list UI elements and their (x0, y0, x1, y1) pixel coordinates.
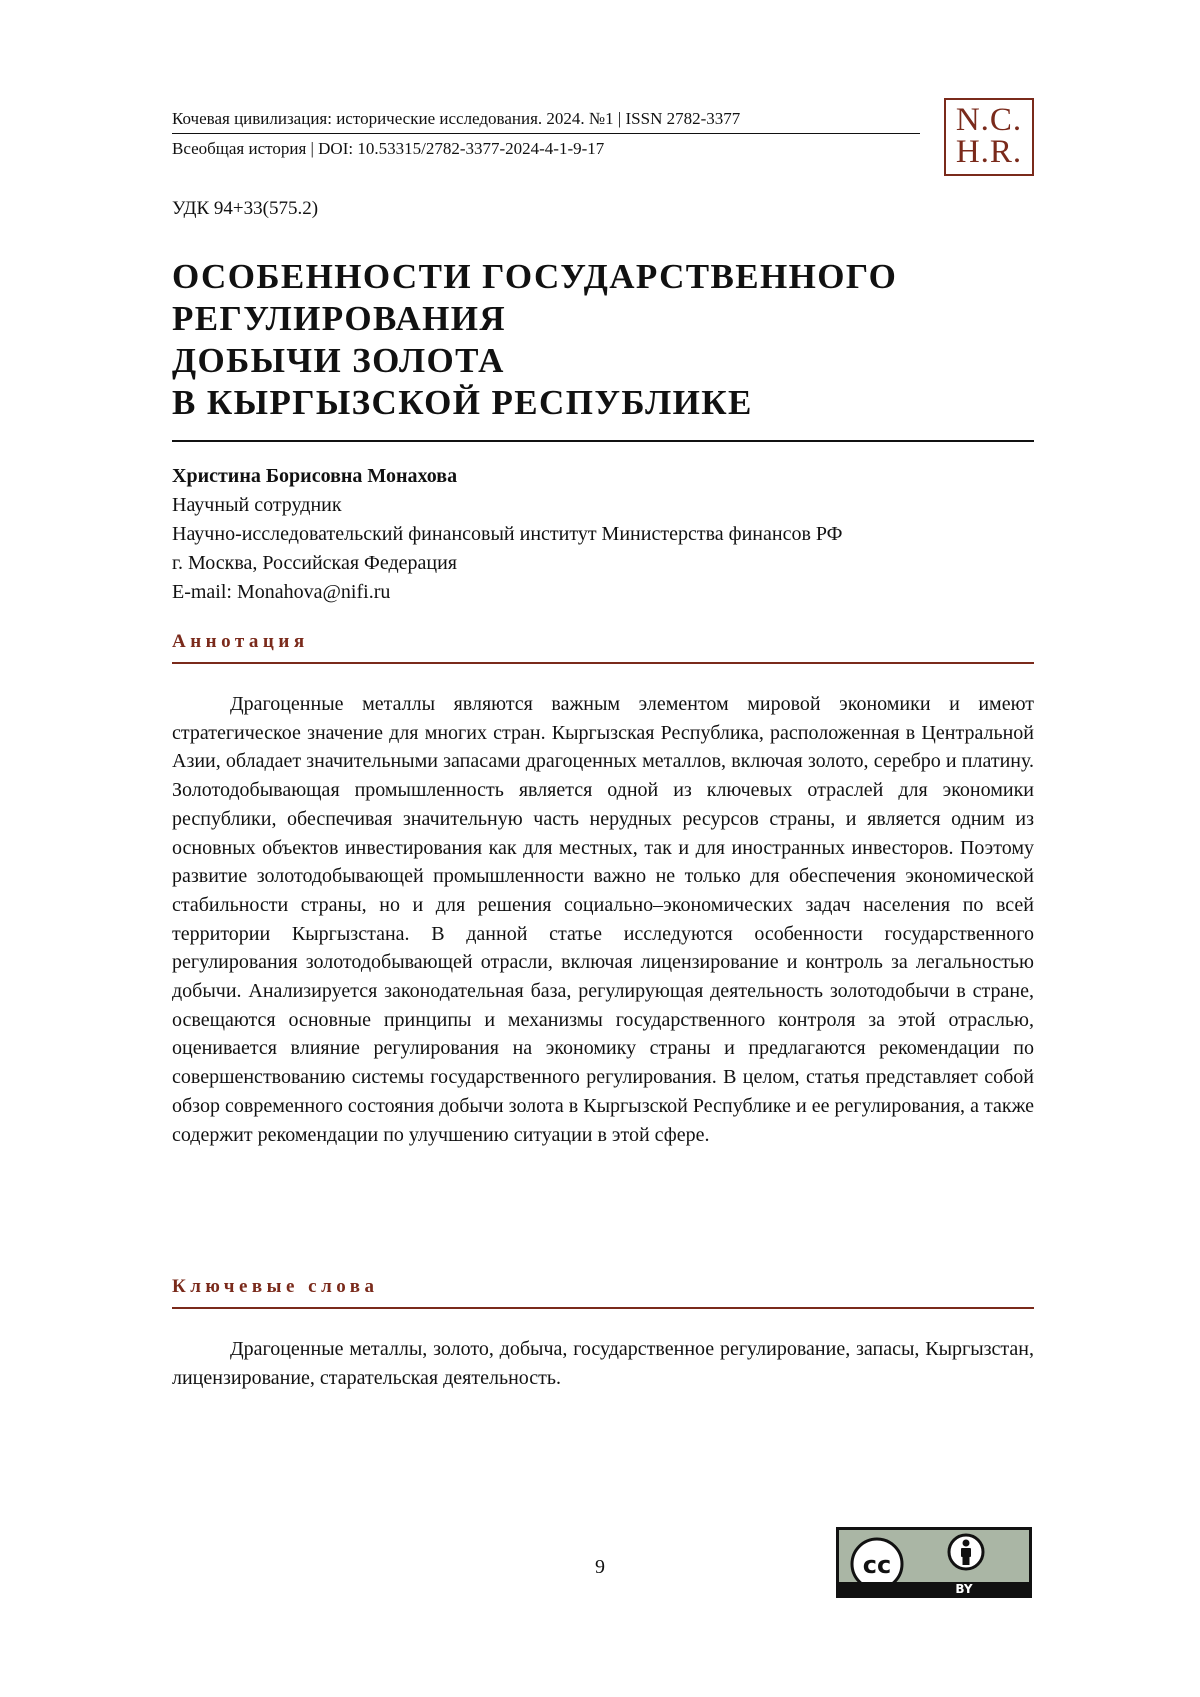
title-line-3: ДОБЫЧИ ЗОЛОТА (172, 341, 505, 380)
attribution-person-icon (949, 1535, 983, 1569)
keywords-divider (172, 1307, 1034, 1309)
author-institution: Научно-исследовательский финансовый институт Министерства финансов РФ (172, 523, 843, 545)
journal-citation: Кочевая цивилизация: исторические исследования. 2024. №1 | ISSN 2782-3377 (172, 109, 741, 128)
logo-line-2: H.R. (955, 134, 1023, 170)
svg-text:cc: cc (862, 1551, 892, 1579)
journal-doi: Всеобщая история | DOI: 10.53315/2782-3377-2024-4-1-9-17 (172, 139, 605, 158)
author-city: г. Москва, Российская Федерация (172, 552, 457, 574)
article-title (172, 256, 1032, 424)
abstract-heading: Аннотация (172, 631, 309, 652)
creative-commons-icon (852, 1539, 902, 1582)
journal-logo (944, 98, 1034, 176)
abstract-divider (172, 662, 1034, 664)
license-by-label: BY (955, 1582, 973, 1596)
author-position: Научный сотрудник (172, 494, 342, 516)
title-divider (172, 440, 1034, 442)
cc-by-license-badge[interactable] (836, 1527, 1032, 1598)
title-line-1: ОСОБЕННОСТИ ГОСУДАРСТВЕННОГО (172, 257, 898, 296)
author-block (172, 462, 1032, 607)
license-badge-icons (839, 1530, 1029, 1582)
author-name: Христина Борисовна Монахова (172, 465, 458, 487)
header-divider (172, 133, 920, 134)
udk-code: УДК 94+33(575.2) (172, 198, 319, 219)
logo-line-1: N.C. (955, 102, 1023, 138)
author-email[interactable]: E-mail: Monahova@nifi.ru (172, 581, 391, 603)
journal-header (172, 108, 920, 160)
keywords-text: Драгоценные металлы, золото, добыча, государственное регулирование, запасы, Кыргызстан, лицензирование, старательская деятельность. (172, 1338, 1034, 1389)
abstract-text: Драгоценные металлы являются важным элементом мировой экономики и имеют стратегическое значение для многих стран. Кыргызская Республика, расположенная в Центральной Азии, обладает значительными запасами драгоценных металлов, включая золото, серебро и платину. Золотодобывающая промышленность является одной из ключевых отраслей для экономики республики, обеспечивая значительную часть нерудных ресурсов страны, и является одним из основных объектов инвестирования как для местных, так и для иностранных инвесторов. Поэтому развитие золотодобывающей промышленности важно не только для обеспечения экономической стабильности страны, но и для решения социально–экономических задач населения по всей территории Кыргызстана. В данной статье исследуются особенности государственного регулирования золотодобывающей отрасли, включая лицензирование и контроль за легальностью добычи. Анализируется законодательная база, регулирующая деятельность золотодобычи в стране, освещаются основные принципы и механизмы государственного контроля за этой отраслью, оценивается влияние регулирования на экономику страны и предлагаются рекомендации по совершенствованию системы государственного регулирования. В целом, статья представляет собой обзор современного состояния добычи золота в Кыргызской Республике и ее регулирования, а также содержит рекомендации по улучшению ситуации в этой сфере. (172, 693, 1034, 1146)
license-badge-panel (839, 1530, 1029, 1582)
title-line-4: В КЫРГЫЗСКОЙ РЕСПУБЛИКЕ (172, 383, 753, 422)
title-line-2: РЕГУЛИРОВАНИЯ (172, 299, 507, 338)
keywords-heading: Ключевые слова (172, 1276, 379, 1297)
page-number: 9 (595, 1556, 605, 1578)
